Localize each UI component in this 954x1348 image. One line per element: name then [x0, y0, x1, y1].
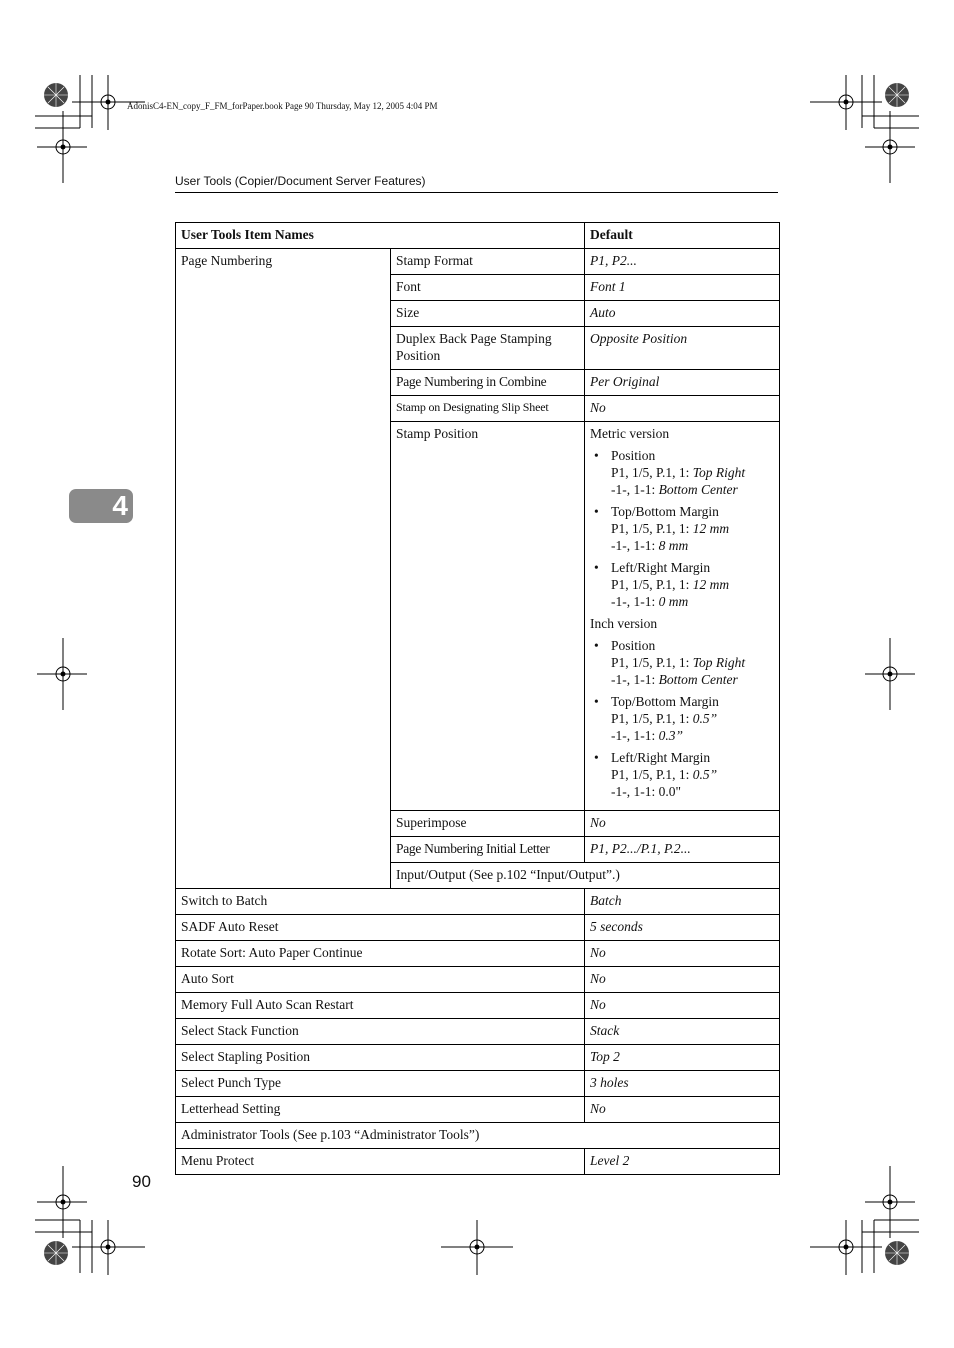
running-header: User Tools (Copier/Document Server Features): [175, 174, 426, 188]
user-tools-table: [175, 222, 780, 1175]
inch-version-list: [590, 637, 774, 800]
setting-name: SADF Auto Reset: [176, 915, 585, 941]
item-line-value: 12 mm: [692, 577, 730, 592]
list-item: [590, 693, 774, 744]
setting-name: Auto Sort: [176, 967, 585, 993]
setting-name: Select Stapling Position: [176, 1045, 585, 1071]
list-item: [590, 503, 774, 554]
table-row: [176, 1123, 780, 1149]
input-output-heading: Input/Output (See p.102 “Input/Output”.): [391, 863, 780, 889]
setting-name: Duplex Back Page Stamping Position: [391, 327, 585, 370]
administrator-tools-heading: Administrator Tools (See p.103 “Administrator Tools”): [176, 1123, 780, 1149]
item-line-value: Top Right: [692, 465, 746, 480]
inch-version-title: Inch version: [590, 616, 658, 631]
item-label: Top/Bottom Margin: [611, 504, 719, 519]
item-line-prefix: -1-, 1-1:: [611, 728, 659, 743]
item-line-value: Top Right: [692, 655, 746, 670]
setting-name: Size: [391, 301, 585, 327]
setting-name: Select Stack Function: [176, 1019, 585, 1045]
table-row: [176, 1071, 780, 1097]
table-header-row: [176, 223, 780, 249]
setting-name: Rotate Sort: Auto Paper Continue: [176, 941, 585, 967]
metric-version-title: Metric version: [590, 426, 670, 441]
item-line-value: -1-, 1-1: 0.0": [611, 784, 681, 799]
table-row: [176, 941, 780, 967]
item-label: Top/Bottom Margin: [611, 694, 719, 709]
item-label: Left/Right Margin: [611, 560, 711, 575]
item-line-value: Bottom Center: [658, 672, 738, 687]
setting-default: No: [585, 941, 780, 967]
header-rule: [175, 192, 778, 193]
item-line-value: 0.5”: [692, 711, 718, 726]
page-number: 90: [132, 1172, 151, 1191]
setting-default: Font 1: [585, 275, 780, 301]
setting-default: 5 seconds: [585, 915, 780, 941]
setting-default: No: [585, 967, 780, 993]
table-row: [176, 1019, 780, 1045]
table-row: [176, 249, 780, 275]
setting-name: Page Numbering Initial Letter: [391, 837, 585, 863]
item-line-prefix: P1, 1/5, P.1, 1:: [611, 655, 693, 670]
table-row: [176, 1045, 780, 1071]
list-item: [590, 749, 774, 800]
setting-default: 3 holes: [585, 1071, 780, 1097]
table-row: [176, 1097, 780, 1123]
chapter-tab: 4: [69, 489, 133, 523]
setting-default: Top 2: [585, 1045, 780, 1071]
table-row: [176, 889, 780, 915]
setting-default: Opposite Position: [585, 327, 780, 370]
header-item-names: User Tools Item Names: [176, 223, 585, 249]
item-label: Position: [611, 448, 656, 463]
item-line-value: 0.5”: [692, 767, 718, 782]
setting-default: P1, P2...: [585, 249, 780, 275]
setting-default: Stack: [585, 1019, 780, 1045]
item-line-value: 12 mm: [692, 521, 730, 536]
metric-version-list: [590, 447, 774, 610]
item-line-prefix: -1-, 1-1:: [611, 594, 659, 609]
item-line-prefix: P1, 1/5, P.1, 1:: [611, 577, 693, 592]
item-line-value: 8 mm: [658, 538, 689, 553]
setting-default: Per Original: [585, 370, 780, 396]
item-line-prefix: P1, 1/5, P.1, 1:: [611, 711, 693, 726]
item-label: Position: [611, 638, 656, 653]
item-line-prefix: -1-, 1-1:: [611, 672, 659, 687]
setting-name: Stamp on Designating Slip Sheet: [391, 396, 585, 422]
setting-default: No: [585, 1097, 780, 1123]
setting-default: P1, P2.../P.1, P.2...: [585, 837, 780, 863]
setting-default: Level 2: [585, 1149, 780, 1175]
item-line-value: 0 mm: [658, 594, 689, 609]
setting-default: No: [585, 811, 780, 837]
setting-default: Batch: [585, 889, 780, 915]
table-row: [176, 1149, 780, 1175]
setting-name: Font: [391, 275, 585, 301]
setting-default: No: [585, 396, 780, 422]
list-item: [590, 447, 774, 498]
item-label: Left/Right Margin: [611, 750, 711, 765]
item-line-prefix: P1, 1/5, P.1, 1:: [611, 521, 693, 536]
stamp-position-defaults: [585, 422, 780, 811]
setting-name: Switch to Batch: [176, 889, 585, 915]
setting-name: Letterhead Setting: [176, 1097, 585, 1123]
item-line-prefix: -1-, 1-1:: [611, 538, 659, 553]
page-numbering-label: Page Numbering: [176, 249, 391, 889]
item-line-value: Bottom Center: [658, 482, 738, 497]
item-line-prefix: P1, 1/5, P.1, 1:: [611, 465, 693, 480]
setting-default: Auto: [585, 301, 780, 327]
item-line-value: 0.3”: [658, 728, 684, 743]
setting-name: Stamp Format: [391, 249, 585, 275]
item-line-prefix: P1, 1/5, P.1, 1:: [611, 767, 693, 782]
setting-default: No: [585, 993, 780, 1019]
table-row: [176, 993, 780, 1019]
setting-name: Menu Protect: [176, 1149, 585, 1175]
setting-name: Page Numbering in Combine: [391, 370, 585, 396]
header-default: Default: [585, 223, 780, 249]
setting-name: Stamp Position: [391, 422, 585, 811]
setting-name: Memory Full Auto Scan Restart: [176, 993, 585, 1019]
table-row: [176, 967, 780, 993]
setting-name: Select Punch Type: [176, 1071, 585, 1097]
list-item: [590, 637, 774, 688]
list-item: [590, 559, 774, 610]
item-line-prefix: -1-, 1-1:: [611, 482, 659, 497]
print-job-line: AdonisC4-EN_copy_F_FM_forPaper.book Page 90 Thursday, May 12, 2005 4:04 PM: [127, 101, 438, 111]
setting-name: Superimpose: [391, 811, 585, 837]
table-row: [176, 915, 780, 941]
